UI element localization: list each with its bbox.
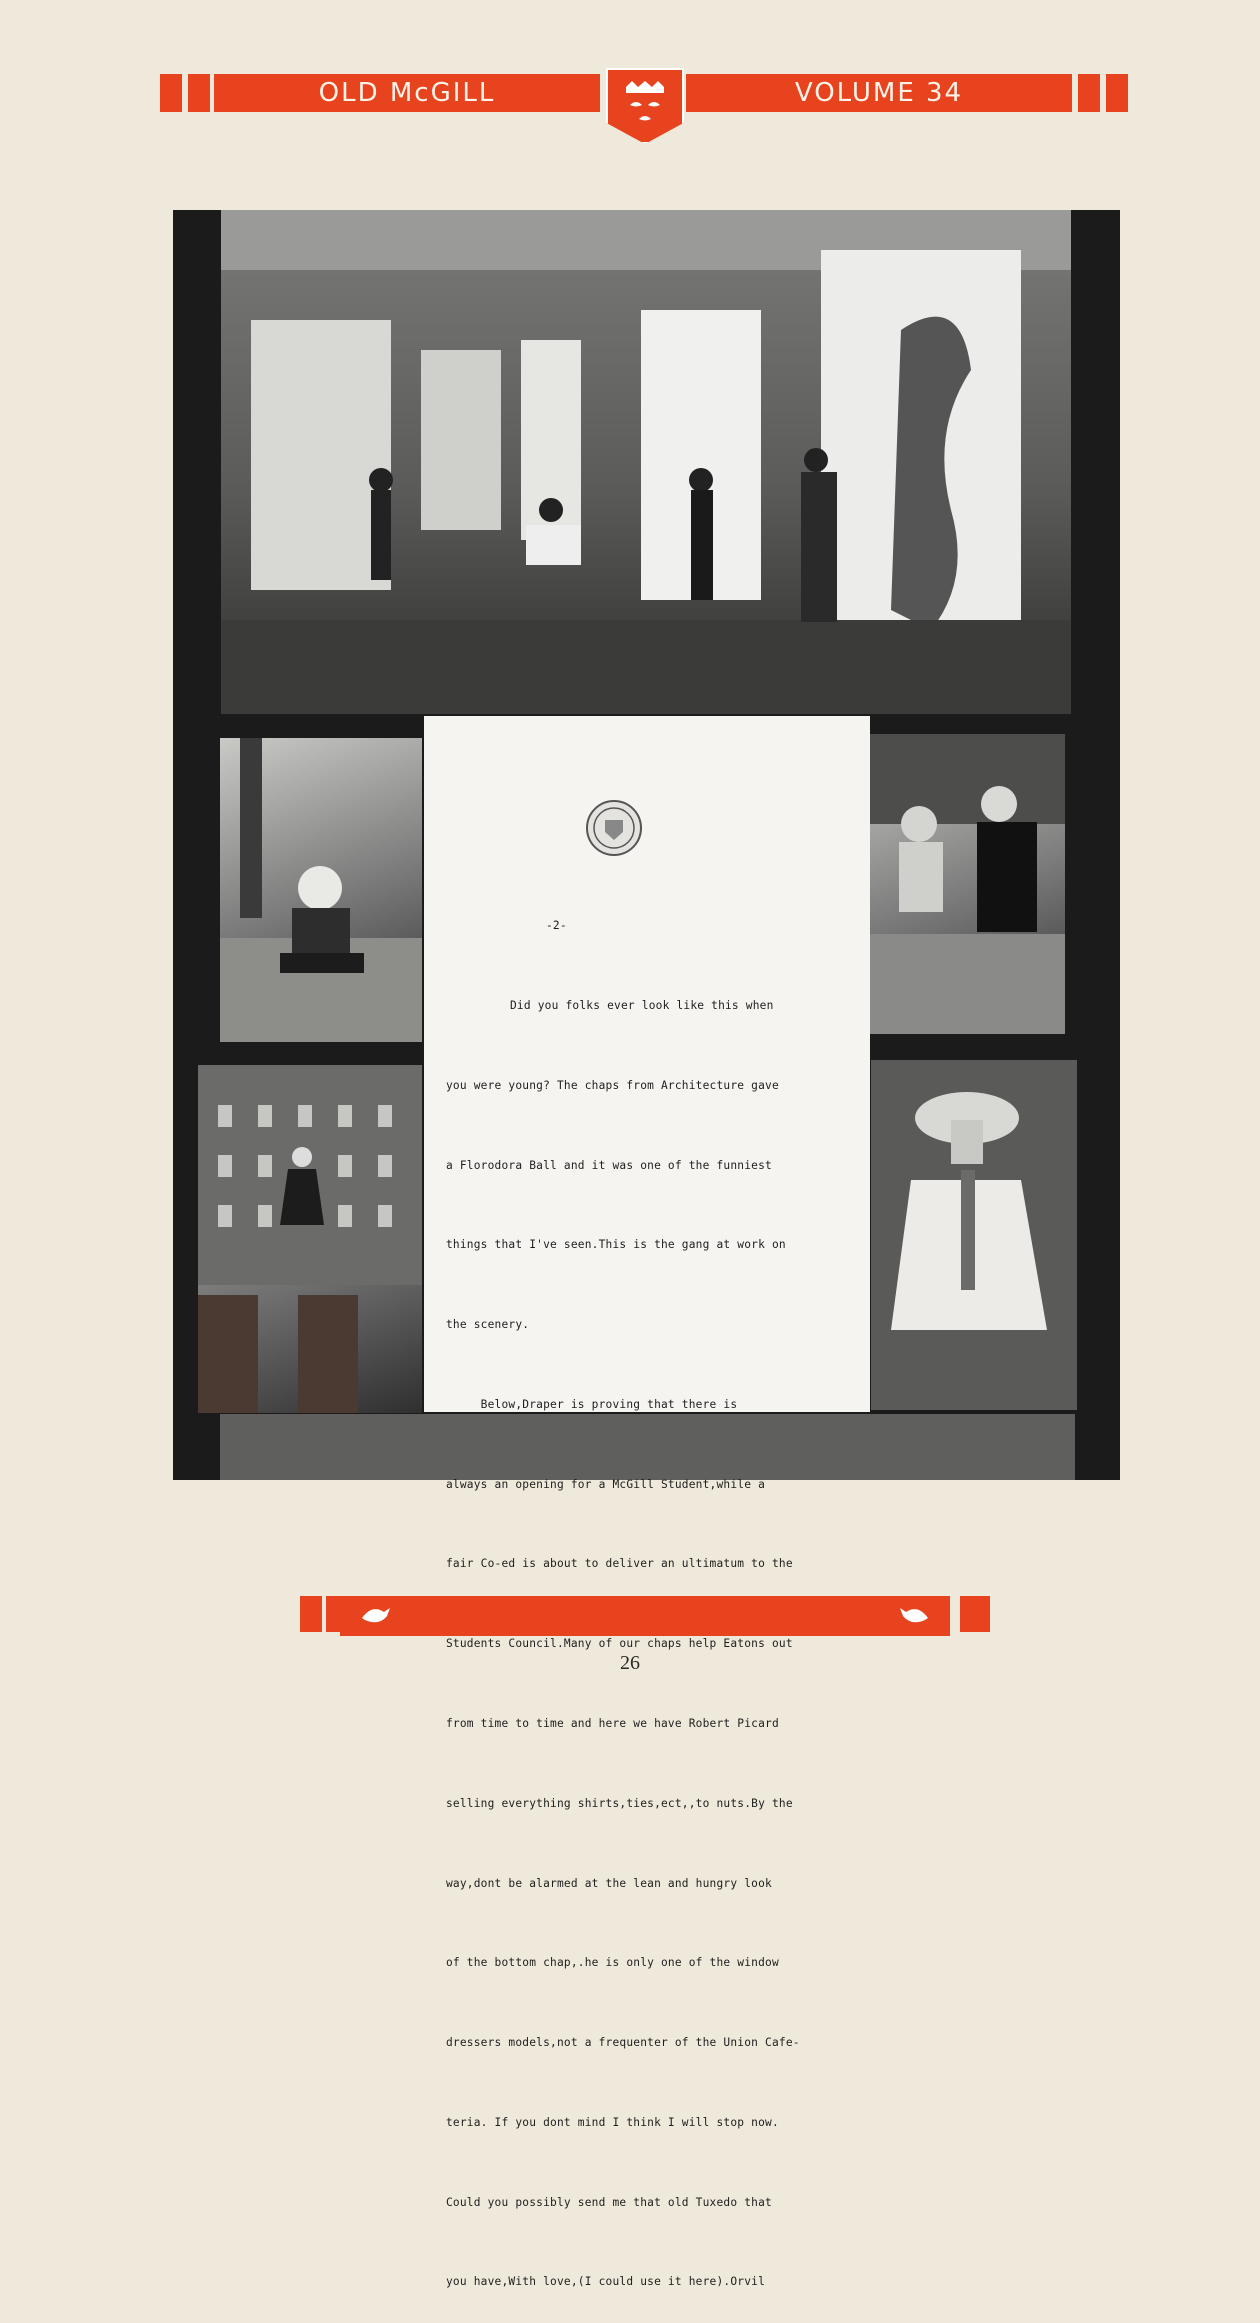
banner-right-flag [1106,74,1128,112]
letter-line: of the bottom chap,.he is only one of the window [446,1956,779,1970]
eatons-counter-photo [869,734,1065,1034]
page-number: 26 [620,1652,640,1674]
scenery-painting-photo [221,210,1071,714]
letter-line: way,dont be alarmed at the lean and hungry look [446,1876,772,1890]
banner-left-flag [160,74,182,112]
letter-line: teria. If you dont mind I think I will stop now. [446,2115,779,2129]
letter-line: you were young? The chaps from Architecture gave [446,1078,779,1092]
footer-bar [340,1596,950,1636]
window-dresser-model-photo [871,1060,1077,1410]
letter-line: Did you folks ever look like this when [510,998,774,1012]
mcgill-crest-icon [606,68,684,144]
banner-left-flag-inner [188,74,210,112]
letter-line: selling everything shirts,ties,ect,,to nuts.By the [446,1796,793,1810]
manhole-student-photo [220,738,422,1042]
martlet-icon [898,1602,930,1630]
header-banner [160,68,1120,140]
letter-line: you have,With love,(I could use it here).Orvil [446,2275,766,2289]
footer-right-flag [968,1596,990,1632]
letter-line: the scenery. [446,1318,530,1332]
header-left-title: OLD McGILL [214,74,600,112]
letter-page-marker: -2- [546,919,567,933]
university-seal-icon [586,800,642,856]
footer-left-flag [300,1596,322,1632]
letter-line: Could you possibly send me that old Tuxedo that [446,2195,772,2209]
letter-line: dressers models,not a frequenter of the Union Cafe- [446,2036,800,2050]
martlet-icon [360,1602,392,1630]
banner-right-flag-inner [1078,74,1100,112]
letter-line: fair Co-ed is about to deliver an ultimatum to the [446,1557,793,1571]
coed-ultimatum-photo [198,1065,422,1413]
letter-line: always an opening for a McGill Student,while a [446,1477,766,1491]
header-right-title: VOLUME 34 [686,74,1072,112]
footer-banner [300,1592,990,1640]
letter-line: a Florodora Ball and it was one of the funniest [446,1158,772,1172]
letter-line: from time to time and here we have Robert Picard [446,1717,779,1730]
letter-line: Below,Draper is proving that there is [446,1397,738,1411]
letter-line: Students Council.Many of our chaps help Eatons out [446,1637,793,1651]
letter-line: things that I've seen.This is the gang at work on [446,1238,786,1252]
